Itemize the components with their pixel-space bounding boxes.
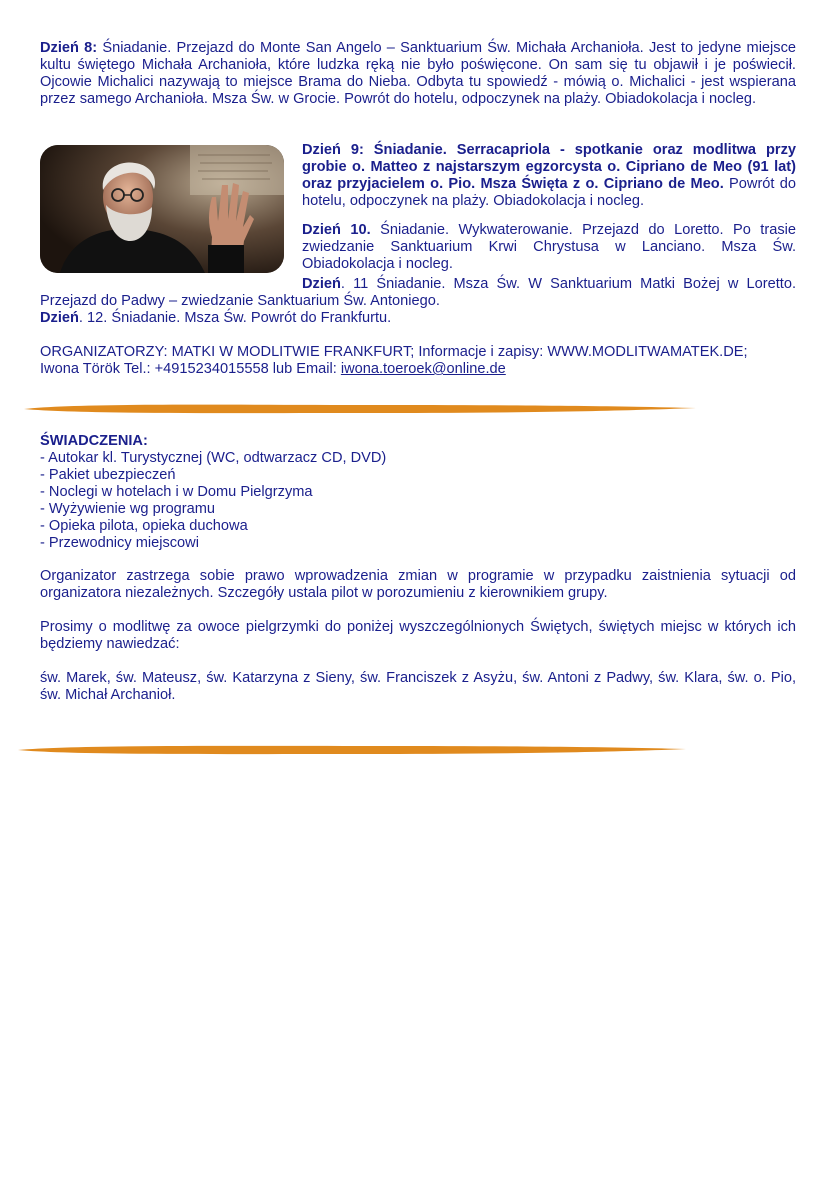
day12-label: Dzień [40,310,79,326]
day10-text: Śniadanie. Wykwaterowanie. Przejazd do Loretto. Po trasie zwiedzanie Sanktuarium Krwi Chrystusa w Lanciano. Msza Św. Obiadokolacja i nocleg. [302,222,796,272]
list-item: - Noclegi w hotelach i w Domu Pielgrzyma [40,484,313,500]
organizers-contact: Iwona Török Tel.: +4915234015558 lub Email: [40,361,341,377]
orange-brush-divider-bottom [14,742,690,758]
day12-line [40,310,796,327]
disclaimer-paragraph: Organizator zastrzega sobie prawo wprowadzenia zmian w programie w przypadku zaistnienia sytuacji od organizatora niezależnych. Szczegóły ustala pilot w porozumieniu z kierownikiem grupy. [40,568,796,601]
day11-label: Dzień [302,276,341,292]
organizers-line1: ORGANIZATORZY: MATKI W MODLITWIE FRANKFURT; Informacje i zapisy: WWW.MODLITWAMATEK.DE; [40,344,748,360]
day9-bold-text: Dzień 9: Śniadanie. Serracapriola - spotkanie oraz modlitwa przy grobie o. Matteo z najstarszym egzorcysta o. Cipriano de Meo (91 lat) oraz przyjacielem o. Pio. Msza Święta z o. Cipriano de Meo. [302,142,796,192]
day9-paragraph [302,142,796,210]
organizers-line2 [40,361,796,378]
day9-text: Powrót do hotelu, odpoczynek na plaży. Obiadokolacja i nocleg. [302,176,796,209]
day11-text-first: . 11 Śniadanie. Msza Św. W Sanktuarium Matki Bożej w Loretto. [340,276,796,292]
priest-photo-image [40,145,284,273]
benefits-list [40,450,386,552]
benefits-title [40,433,148,450]
day12-text: . 12. Śniadanie. Msza Św. Powrót do Frankfurtu. [78,310,392,326]
list-item: - Wyżywienie wg programu [40,501,216,517]
prayer-request-paragraph: Prosimy o modlitwę za owoce pielgrzymki do poniżej wyszczególnionych Świętych, świętych miejsc w których ich będziemy nawiedzać: [40,619,796,652]
list-item: - Przewodnicy miejscowi [40,535,199,551]
priest-photo [40,145,284,273]
day8-text: Śniadanie. Przejazd do Monte San Angelo – Sanktuarium Św. Michała Archanioła. Jest to jedyne miejsce kultu świętego Michała Archanioła, które ludzka ręką nie było poświęcone. On sam się tu objawił i je poświecił. Ojcowie Michalici nazywają to miejsce Brama do Nieba. Odbyta tu spowiedź - mówią o. Michalici - jest wspierana przez samego Archanioła. Msza Św. w Grocie. Powrót do hotelu, odpoczynek na plaży. Obiadokolacja i nocleg. [40,40,797,107]
day8-label: Dzień 8: [40,40,98,56]
orange-brush-divider [20,400,700,418]
saints-paragraph: św. Marek, św. Mateusz, św. Katarzyna z Sieny, św. Franciszek z Asyżu, św. Antoni z Padwy, św. Klara, św. o. Pio, św. Michał Archanioł. [40,670,796,703]
list-item: - Opieka pilota, opieka duchowa [40,518,248,534]
email-link[interactable]: iwona.toeroek@online.de [340,361,506,377]
day8-paragraph [40,40,796,108]
list-item: - Pakiet ubezpieczeń [40,467,176,483]
day11-first-line [302,276,796,293]
day10-paragraph [302,222,796,273]
day10-label: Dzień 10. [302,222,371,238]
benefits-title-text: ŚWIADCZENIA: [40,433,148,449]
list-item: - Autokar kl. Turystycznej (WC, odtwarzacz CD, DVD) [40,450,387,466]
day11-second-line: Przejazd do Padwy – zwiedzanie Sanktuarium Św. Antoniego. [40,293,440,309]
